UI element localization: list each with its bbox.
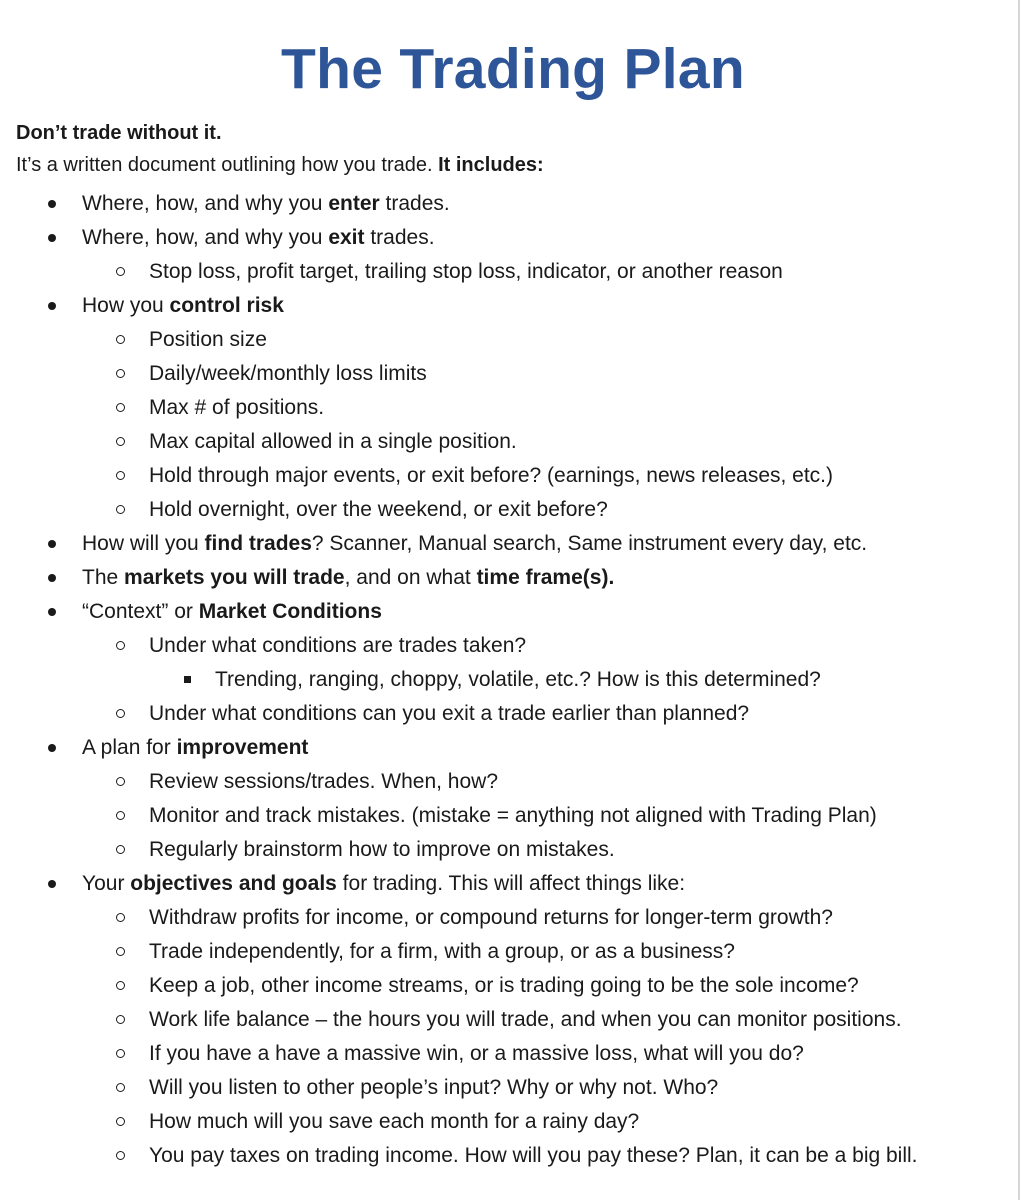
sub-item-row xyxy=(0,459,1026,493)
sub-item-row xyxy=(0,969,1026,1003)
sub-item-row xyxy=(0,935,1026,969)
sub-item xyxy=(0,697,1026,731)
sub-item-text: Work life balance – the hours you will trade, and when you can monitor positions. xyxy=(149,1008,902,1031)
plan-item-text: Where, how, and why you xyxy=(82,192,329,215)
plan-item-row xyxy=(0,221,1026,255)
plan-item-text: trades. xyxy=(364,226,435,249)
bullet-circle-icon xyxy=(116,641,125,650)
bullet-dot-icon xyxy=(48,200,56,208)
plan-item-row xyxy=(0,595,1026,629)
plan-item-text: How will you xyxy=(82,532,205,555)
sub-item-row xyxy=(0,799,1026,833)
plan-item xyxy=(0,731,1026,867)
bullet-circle-icon xyxy=(116,1015,125,1024)
plan-item-keyword: enter xyxy=(328,192,380,215)
bullet-circle-icon xyxy=(116,505,125,514)
sub-item-row xyxy=(0,833,1026,867)
plan-item-keyword: objectives and goals xyxy=(130,872,337,895)
page-title: The Trading Plan xyxy=(280,37,746,101)
plan-item-text: “Context” or xyxy=(82,600,199,623)
sub-item xyxy=(0,493,1026,527)
plan-item-row xyxy=(0,561,1026,595)
sub-item-row xyxy=(0,901,1026,935)
sub-item-text: Hold through major events, or exit before? (earnings, news releases, etc.) xyxy=(149,464,834,487)
bullet-circle-icon xyxy=(116,1117,125,1126)
sub-item-text: Under what conditions can you exit a trade earlier than planned? xyxy=(149,702,750,725)
sub-item xyxy=(0,1105,1026,1139)
sub-item-row xyxy=(0,1003,1026,1037)
sub-item xyxy=(0,425,1026,459)
sub-item xyxy=(0,391,1026,425)
plan-item-row xyxy=(0,867,1026,901)
plan-item-text: The xyxy=(82,566,125,589)
bullet-circle-icon xyxy=(116,437,125,446)
sub-list xyxy=(0,323,1026,527)
plan-item-keyword: control risk xyxy=(169,294,284,317)
sub-item xyxy=(0,969,1026,1003)
sub-item xyxy=(0,1071,1026,1105)
plan-item-text: trades. xyxy=(379,192,450,215)
sub-item-row xyxy=(0,391,1026,425)
plan-item-text: A plan for xyxy=(82,736,177,759)
tagline: Don’t trade without it. xyxy=(16,122,222,144)
sub-item xyxy=(0,323,1026,357)
sub-item-text: Keep a job, other income streams, or is trading going to be the sole income? xyxy=(149,974,859,997)
plan-item xyxy=(0,221,1026,289)
plan-item xyxy=(0,289,1026,527)
bullet-circle-icon xyxy=(116,981,125,990)
bullet-circle-icon xyxy=(116,1151,125,1160)
plan-item-text: ? Scanner, Manual search, Same instrument every day, etc. xyxy=(311,532,868,555)
plan-item-keyword: Market Conditions xyxy=(198,600,382,623)
bullet-circle-icon xyxy=(116,811,125,820)
plan-item-keyword: find trades xyxy=(204,532,312,555)
plan-item-row xyxy=(0,527,1026,561)
bullet-dot-icon xyxy=(48,540,56,548)
sub-item-text: Position size xyxy=(149,328,267,351)
bullet-circle-icon xyxy=(116,267,125,276)
sub-item-row xyxy=(0,323,1026,357)
sub-item-text: Hold overnight, over the weekend, or exit before? xyxy=(149,498,608,521)
bullet-dot-icon xyxy=(48,880,56,888)
sub-item-row xyxy=(0,493,1026,527)
bullet-square-icon xyxy=(184,676,191,683)
sub-item-text: Will you listen to other people’s input? Why or why not. Who? xyxy=(149,1076,719,1099)
sub-item-text: Max # of positions. xyxy=(149,396,325,419)
bullet-dot-icon xyxy=(48,744,56,752)
sub-item xyxy=(0,629,1026,697)
plan-item xyxy=(0,561,1026,595)
plan-item-text: How you xyxy=(82,294,170,317)
sub-item xyxy=(0,901,1026,935)
bullet-circle-icon xyxy=(116,335,125,344)
description xyxy=(16,149,1026,181)
plan-item xyxy=(0,527,1026,561)
sub-item-text: Regularly brainstorm how to improve on mistakes. xyxy=(149,838,615,861)
sub-item-row xyxy=(0,629,1026,663)
sub-item xyxy=(0,1037,1026,1071)
sub-item xyxy=(0,459,1026,493)
sub-item xyxy=(0,1003,1026,1037)
plan-item-keyword: improvement xyxy=(176,736,309,759)
sub-item-text: Review sessions/trades. When, how? xyxy=(149,770,498,793)
bullet-circle-icon xyxy=(116,1049,125,1058)
sub-item-row xyxy=(0,425,1026,459)
sub-item xyxy=(0,833,1026,867)
bullet-dot-icon xyxy=(48,608,56,616)
sub-item-row xyxy=(0,357,1026,391)
sub-item-row xyxy=(0,1037,1026,1071)
sub-item-text: You pay taxes on trading income. How will you pay these? Plan, it can be a big bill. xyxy=(149,1144,918,1167)
sub-item xyxy=(0,799,1026,833)
description-text: It’s a written document outlining how you trade. xyxy=(16,154,439,176)
sub-item-text: Max capital allowed in a single position. xyxy=(149,430,517,453)
sub-item-row xyxy=(0,1105,1026,1139)
sub-sub-list xyxy=(0,663,1026,697)
bullet-circle-icon xyxy=(116,403,125,412)
plan-item-row xyxy=(0,187,1026,221)
sub-item-row xyxy=(0,1071,1026,1105)
sub-list xyxy=(0,765,1026,867)
plan-item-text: , and on what xyxy=(344,566,477,589)
sub-item-text: Stop loss, profit target, trailing stop loss, indicator, or another reason xyxy=(149,260,783,283)
plan-item-row xyxy=(0,289,1026,323)
plan-item-text: Your xyxy=(82,872,131,895)
sub-item-text: Withdraw profits for income, or compound returns for longer-term growth? xyxy=(149,906,833,929)
bullet-dot-icon xyxy=(48,234,56,242)
plan-list xyxy=(0,187,1026,1173)
sub-item-text: How much will you save each month for a rainy day? xyxy=(149,1110,640,1133)
plan-item-keyword: markets you will trade xyxy=(124,566,345,589)
sub-item xyxy=(0,255,1026,289)
plan-item-text: Where, how, and why you xyxy=(82,226,329,249)
bullet-dot-icon xyxy=(48,302,56,310)
bullet-circle-icon xyxy=(116,947,125,956)
sub-sub-item xyxy=(0,663,1026,697)
bullet-circle-icon xyxy=(116,369,125,378)
plan-item-text: for trading. This will affect things like: xyxy=(336,872,686,895)
bullet-circle-icon xyxy=(116,1083,125,1092)
sub-list xyxy=(0,901,1026,1173)
sub-item-row xyxy=(0,255,1026,289)
sub-item-row xyxy=(0,697,1026,731)
sub-sub-item-text: Trending, ranging, choppy, volatile, etc.? How is this determined? xyxy=(215,668,821,691)
sub-item xyxy=(0,1139,1026,1173)
bullet-circle-icon xyxy=(116,845,125,854)
plan-item-keyword: time frame(s). xyxy=(476,566,615,589)
plan-item xyxy=(0,595,1026,731)
sub-item xyxy=(0,935,1026,969)
sub-item-text: If you have a have a massive win, or a massive loss, what will you do? xyxy=(149,1042,804,1065)
sub-item-text: Daily/week/monthly loss limits xyxy=(149,362,427,385)
bullet-circle-icon xyxy=(116,471,125,480)
plan-item xyxy=(0,187,1026,221)
sub-item xyxy=(0,357,1026,391)
description-bold: It includes: xyxy=(438,154,544,176)
sub-item-text: Trade independently, for a firm, with a group, or as a business? xyxy=(149,940,735,963)
sub-list xyxy=(0,255,1026,289)
plan-item xyxy=(0,867,1026,1173)
bullet-circle-icon xyxy=(116,777,125,786)
bullet-dot-icon xyxy=(48,574,56,582)
sub-sub-item-row xyxy=(0,663,1026,697)
sub-item-text: Under what conditions are trades taken? xyxy=(149,634,527,657)
sub-item-text: Monitor and track mistakes. (mistake = anything not aligned with Trading Plan) xyxy=(149,804,877,827)
bullet-circle-icon xyxy=(116,913,125,922)
sub-item xyxy=(0,765,1026,799)
sub-item-row xyxy=(0,1139,1026,1173)
intro xyxy=(16,117,1026,181)
bullet-circle-icon xyxy=(116,709,125,718)
sub-item-row xyxy=(0,765,1026,799)
plan-item-keyword: exit xyxy=(328,226,365,249)
sub-list xyxy=(0,629,1026,731)
plan-item-row xyxy=(0,731,1026,765)
